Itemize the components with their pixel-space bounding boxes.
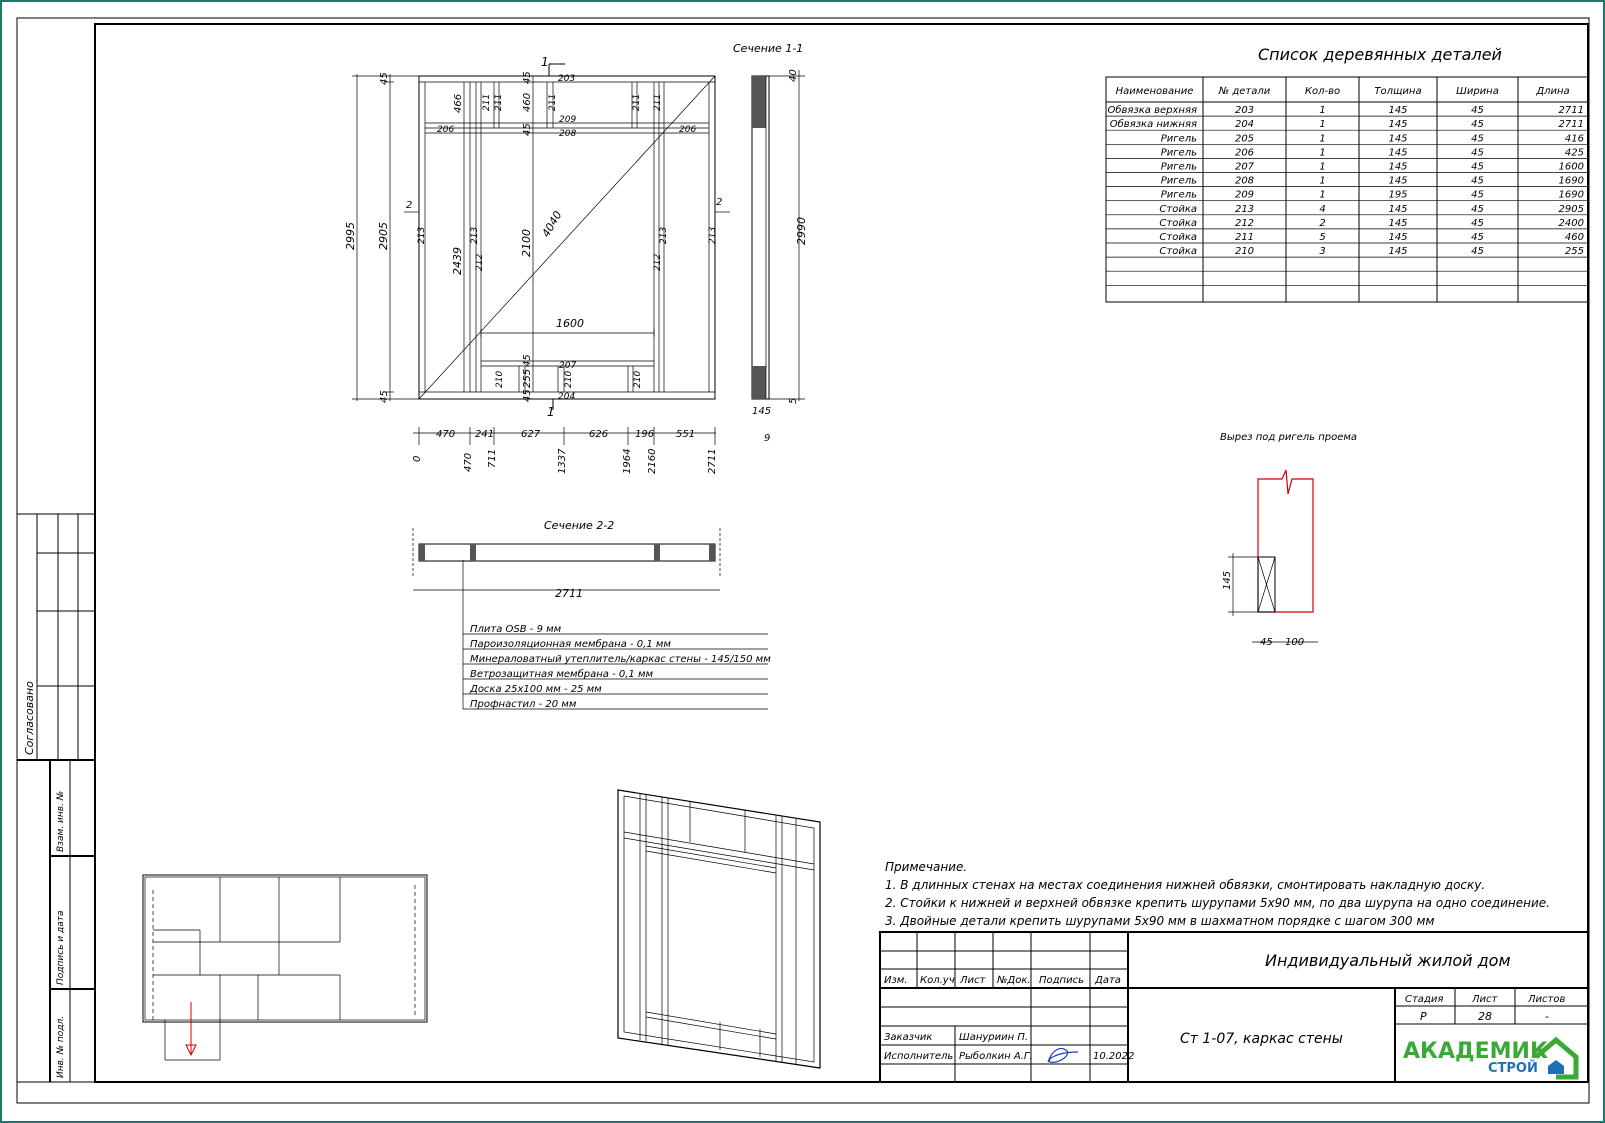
dim-2439: 2439 <box>451 247 464 275</box>
cut-mark-top: 1 <box>541 55 549 69</box>
part-213-d: 213 <box>708 226 718 244</box>
table-cell: Ригель <box>1160 189 1197 201</box>
col-date: Дата <box>1095 975 1121 986</box>
chain-627: 627 <box>521 429 541 440</box>
part-211-d: 211 <box>632 93 642 111</box>
table-cell: 2905 <box>1558 203 1584 215</box>
table-cell: Стойка <box>1159 232 1197 243</box>
table-cell: 1 <box>1319 147 1326 159</box>
table-cell: 425 <box>1564 147 1584 159</box>
mark-2711: 2711 <box>707 448 718 474</box>
table-cell: 255 <box>1564 246 1584 258</box>
chain-551: 551 <box>676 429 696 440</box>
table-cell: 1 <box>1319 189 1326 201</box>
dim-466: 466 <box>453 93 464 113</box>
table-cell: 145 <box>1388 133 1408 145</box>
gap-right: 2 <box>716 197 723 208</box>
side-dim-2990: 2990 <box>795 217 808 245</box>
part-212-a: 212 <box>475 253 485 271</box>
table-header-2: Кол-во <box>1304 86 1341 97</box>
part-210-a: 210 <box>495 370 505 388</box>
stage-value: Р <box>1420 1010 1427 1023</box>
part-203: 203 <box>558 74 576 84</box>
part-211-b: 211 <box>494 93 504 111</box>
sheets-value: - <box>1545 1010 1549 1023</box>
part-204: 204 <box>558 392 576 402</box>
table-cell: 145 <box>1388 203 1408 215</box>
table-cell: Стойка <box>1159 246 1197 258</box>
note-1: 1. В длинных стенах на местах соединения нижней обвязки, смонтировать накладную доску. <box>885 878 1486 892</box>
table-cell: 145 <box>1388 217 1408 229</box>
table-cell: 145 <box>1388 105 1408 117</box>
dim-left-45-top: 45 <box>379 72 390 85</box>
table-cell: 208 <box>1234 175 1255 187</box>
table-header-3: Толщина <box>1374 86 1422 97</box>
table-cell: 145 <box>1388 161 1408 173</box>
table-cell: 2711 <box>1558 105 1584 117</box>
mark-1337: 1337 <box>557 448 568 474</box>
notes-title: Примечание. <box>885 860 968 874</box>
table-cell: 1 <box>1319 133 1326 145</box>
table-header-0: Наименование <box>1115 86 1194 97</box>
cutout-w2: 100 <box>1285 637 1305 648</box>
part-210-c: 210 <box>633 370 643 388</box>
table-cell: 213 <box>1234 203 1255 215</box>
table-cell: 45 <box>1471 119 1484 131</box>
dim-45-d: 45 <box>522 389 533 402</box>
side-dim-145: 145 <box>752 406 772 417</box>
layer-0: Плита OSB - 9 мм <box>470 624 562 635</box>
part-211-c: 211 <box>548 93 558 111</box>
table-cell: 3 <box>1319 246 1326 258</box>
dim-45-c: 45 <box>522 354 533 367</box>
table-cell: 45 <box>1471 232 1484 243</box>
table-cell: 4 <box>1319 203 1326 215</box>
cutout-detail <box>1220 432 1357 648</box>
col-list: Лист <box>960 975 986 986</box>
mark-711: 711 <box>487 448 498 468</box>
table-row <box>1108 104 1585 116</box>
section-2-2 <box>413 519 771 710</box>
table-row <box>1159 218 1584 229</box>
table-row <box>1159 232 1584 243</box>
chain-626: 626 <box>589 429 609 440</box>
dim-diag: 4040 <box>539 208 565 240</box>
inv-orig-label: Инв. № подл. <box>56 1015 66 1078</box>
sec22-width: 2711 <box>555 587 583 600</box>
col-sign: Подпись <box>1039 975 1084 986</box>
stamp-date: 10.2022 <box>1093 1051 1135 1062</box>
cutout-w1: 45 <box>1260 637 1273 648</box>
table-row <box>1161 162 1584 173</box>
layer-table <box>463 620 771 710</box>
logo <box>1403 1039 1576 1077</box>
table-cell: 211 <box>1234 232 1255 243</box>
table-cell: 45 <box>1471 175 1484 187</box>
isometric-frame <box>618 790 820 1068</box>
table-row <box>1159 204 1584 215</box>
table-cell: 45 <box>1471 217 1484 229</box>
table-cell: Ригель <box>1160 133 1197 145</box>
side-dim-40: 40 <box>788 69 799 82</box>
layer-2: Минераловатный утеплитель/каркас стены - 145/150 мм <box>470 654 771 665</box>
mark-470: 470 <box>463 452 474 472</box>
table-cell: 45 <box>1471 189 1484 201</box>
table-cell: 145 <box>1388 175 1408 187</box>
layer-3: Ветрозащитная мембрана - 0,1 мм <box>470 669 654 680</box>
table-cell: 1690 <box>1558 175 1584 187</box>
table-cell: 45 <box>1471 147 1484 159</box>
table-cell: 1600 <box>1558 161 1584 173</box>
table-cell: 207 <box>1234 161 1255 173</box>
sheet-title: Ст 1-07, каркас стены <box>1180 1031 1343 1047</box>
sign-date-label: Подпись и дата <box>56 910 66 985</box>
logo-inner-icon <box>1548 1060 1564 1074</box>
part-211-e: 211 <box>653 93 663 111</box>
layer-1: Пароизоляционная мембрана - 0,1 мм <box>470 639 671 650</box>
signature <box>1048 1049 1078 1063</box>
table-cell: 210 <box>1234 246 1255 258</box>
dim-255: 255 <box>522 368 533 388</box>
table-cell: 2400 <box>1558 217 1584 229</box>
table-header-5: Длина <box>1536 86 1570 97</box>
table-cell: 204 <box>1234 119 1255 131</box>
customer-name: Шануриин П. <box>959 1032 1029 1043</box>
table-cell: 209 <box>1234 189 1255 201</box>
table-cell: 203 <box>1234 105 1255 117</box>
table-cell: 195 <box>1388 189 1408 201</box>
side-stamp <box>17 514 95 1082</box>
side-dim-9: 9 <box>764 433 771 444</box>
layer-4: Доска 25х100 мм - 25 мм <box>470 684 602 695</box>
section-1-1 <box>344 42 803 474</box>
part-206-left: 206 <box>437 125 455 135</box>
dim-45-a: 45 <box>522 71 533 84</box>
parts-table <box>1106 45 1588 302</box>
dim-2905: 2905 <box>377 222 390 250</box>
table-cell: 1 <box>1319 105 1326 117</box>
part-206-right: 206 <box>679 125 697 135</box>
note-2: 2. Стойки к нижней и верхней обвязке крепить шурупами 5х90 мм, по два шурупа на одно соединение. <box>885 896 1550 910</box>
section11-title: Сечение 1-1 <box>733 42 804 55</box>
side-dim-5: 5 <box>788 397 799 404</box>
table-cell: 416 <box>1564 133 1584 145</box>
table-cell: Ригель <box>1160 175 1197 187</box>
cutout-h: 145 <box>1222 570 1233 590</box>
table-cell: 45 <box>1471 161 1484 173</box>
table-header-1: № детали <box>1218 86 1271 97</box>
executor-name: Рыболкин А.Г. <box>959 1051 1033 1062</box>
executor-label: Исполнитель <box>884 1051 954 1062</box>
dim-45-b: 45 <box>522 123 533 136</box>
project-name: Индивидуальный жилой дом <box>1265 951 1511 970</box>
mark-1964: 1964 <box>622 448 633 474</box>
table-cell: 460 <box>1564 232 1584 243</box>
part-213-c: 213 <box>659 226 669 244</box>
dim-1600: 1600 <box>556 317 584 330</box>
part-211-a: 211 <box>482 93 492 111</box>
floor-plan <box>143 875 427 1060</box>
table-cell: 206 <box>1234 147 1255 159</box>
table-cell: 2711 <box>1558 119 1584 131</box>
agreed-label: Согласовано <box>23 681 36 755</box>
col-kol: Кол.уч <box>920 975 955 986</box>
table-cell: 1 <box>1319 175 1326 187</box>
table-cell: 145 <box>1388 119 1408 131</box>
table-cell: 1 <box>1319 161 1326 173</box>
title-block <box>880 932 1588 1082</box>
part-208: 208 <box>559 129 577 139</box>
table-cell: 2 <box>1319 217 1326 229</box>
inv-mark-label: Взам. инв. № <box>56 790 66 852</box>
sheets-header: Листов <box>1528 994 1566 1005</box>
part-212-b: 212 <box>653 253 663 271</box>
cutout-title: Вырез под ригель проема <box>1220 432 1358 443</box>
table-row <box>1161 190 1584 201</box>
table-cell: Стойка <box>1159 203 1197 215</box>
table-row <box>1161 133 1584 144</box>
gap-left: 2 <box>406 200 413 211</box>
dim-left-45-bottom: 45 <box>379 390 390 403</box>
chain-241: 241 <box>475 429 495 440</box>
dim-2100: 2100 <box>520 229 533 257</box>
section22-title: Сечение 2-2 <box>544 519 615 532</box>
sheet-header: Лист <box>1472 994 1498 1005</box>
col-doc: №Док. <box>997 975 1031 986</box>
table-cell: Ригель <box>1160 147 1197 159</box>
table-row <box>1161 176 1584 187</box>
part-213-b: 213 <box>470 226 480 244</box>
table-cell: Стойка <box>1159 217 1197 229</box>
table-title: Список деревянных деталей <box>1258 45 1502 64</box>
sheet-value: 28 <box>1478 1010 1492 1023</box>
table-cell: 1 <box>1319 119 1326 131</box>
chain-196: 196 <box>635 429 655 440</box>
table-cell: Обвязка верхняя <box>1107 105 1197 117</box>
table-cell: 205 <box>1234 133 1255 145</box>
col-izm: Изм. <box>884 975 908 986</box>
note-3: 3. Двойные детали крепить шурупами 5х90 мм в шахматном порядке с шагом 300 мм <box>885 914 1435 928</box>
table-cell: 5 <box>1319 232 1326 243</box>
side-section <box>752 69 808 444</box>
table-cell: 45 <box>1471 246 1484 258</box>
part-210-b: 210 <box>564 370 574 388</box>
table-cell: 145 <box>1388 246 1408 258</box>
part-207: 207 <box>559 361 577 371</box>
dim-2995: 2995 <box>344 222 357 250</box>
table-cell: 45 <box>1471 133 1484 145</box>
table-cell: 1690 <box>1558 189 1584 201</box>
dim-460: 460 <box>522 92 533 112</box>
table-row <box>1159 246 1584 257</box>
part-209: 209 <box>559 115 577 125</box>
table-cell: 212 <box>1234 217 1255 229</box>
logo-text-1: АКАДЕМИК <box>1403 1039 1548 1064</box>
layer-5: Профнастил - 20 мм <box>470 699 577 710</box>
table-cell: 45 <box>1471 105 1484 117</box>
cut-mark-bottom: 1 <box>547 405 555 419</box>
mark-0: 0 <box>412 455 423 462</box>
table-cell: Обвязка нижняя <box>1109 119 1197 131</box>
stage-header: Стадия <box>1405 994 1444 1005</box>
notes <box>885 860 1550 928</box>
table-row <box>1110 118 1584 130</box>
table-cell: 145 <box>1388 232 1408 243</box>
table-cell: Ригель <box>1160 161 1197 173</box>
table-cell: 145 <box>1388 147 1408 159</box>
paper-frame <box>17 18 1589 1103</box>
mark-2160: 2160 <box>647 448 658 474</box>
table-header-4: Ширина <box>1456 86 1499 97</box>
logo-text-2: СТРОЙ <box>1488 1061 1538 1076</box>
table-cell: 45 <box>1471 203 1484 215</box>
chain-470: 470 <box>436 429 456 440</box>
part-213-a: 213 <box>417 226 427 244</box>
table-row <box>1161 147 1584 158</box>
customer-label: Заказчик <box>884 1032 933 1043</box>
